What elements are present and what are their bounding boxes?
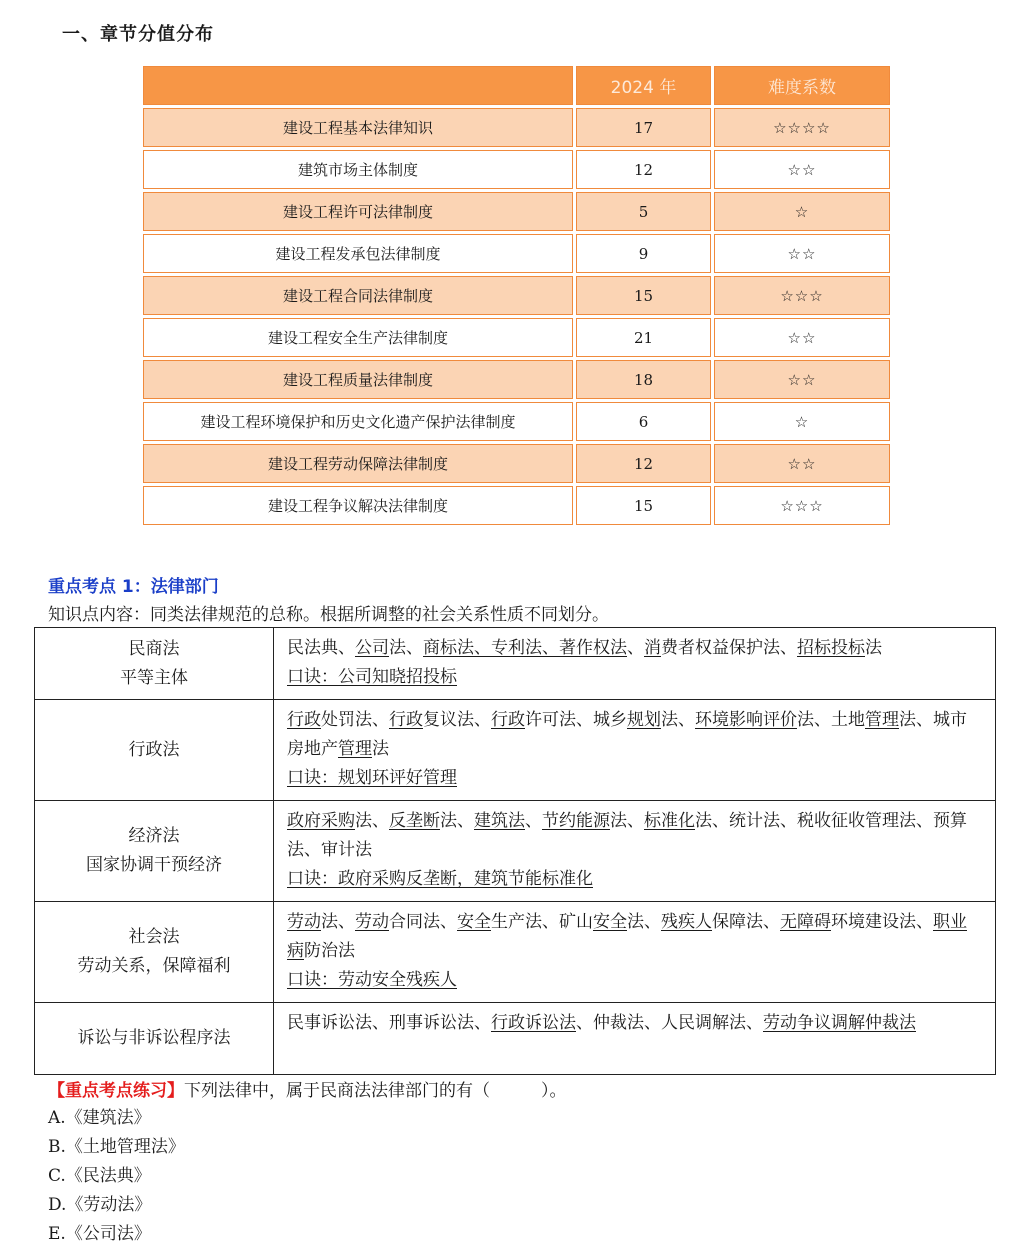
option-b: B.《土地管理法》: [48, 1137, 185, 1157]
score-table-body: [143, 108, 890, 525]
chapter-cell: 建设工程许可法律制度: [143, 192, 573, 231]
question-text: 下列法律中，属于民商法法律部门的有（ ）。: [184, 1081, 567, 1101]
table-row: [143, 444, 890, 483]
category-name: 民商法: [128, 638, 180, 659]
score-cell: 12: [576, 444, 711, 483]
score-cell: 5: [576, 192, 711, 231]
table-row: [143, 108, 890, 147]
content-cell: [274, 1003, 996, 1075]
section-title: 一、章节分值分布: [62, 24, 214, 45]
difficulty-stars: ☆☆☆: [714, 486, 890, 525]
category-name: 经济法: [128, 826, 180, 846]
difficulty-stars: ☆☆: [714, 360, 890, 399]
difficulty-stars: ☆☆: [714, 444, 890, 483]
chapter-cell: 建设工程合同法律制度: [143, 276, 573, 315]
content-cell: [274, 700, 996, 801]
category-cell: [35, 628, 274, 700]
option-e: E.《公司法》: [48, 1224, 151, 1244]
key-point-title: 重点考点 1：法律部门: [48, 577, 219, 597]
difficulty-stars: ☆: [714, 402, 890, 441]
category-name: 诉讼与非诉讼程序法: [77, 1028, 231, 1048]
difficulty-stars: ☆☆: [714, 150, 890, 189]
chapter-cell: 建筑市场主体制度: [143, 150, 573, 189]
category-cell: [35, 902, 274, 1003]
table-row: [143, 276, 890, 315]
chapter-cell: 建设工程安全生产法律制度: [143, 318, 573, 357]
category-note: 劳动关系，保障福利: [77, 956, 231, 976]
score-cell: 21: [576, 318, 711, 357]
table-row: [35, 1003, 996, 1075]
law-department-table: [34, 627, 996, 1075]
score-cell: 18: [576, 360, 711, 399]
category-cell: [35, 1003, 274, 1075]
table-row: [143, 360, 890, 399]
category-name: 行政法: [128, 739, 180, 760]
chapter-cell: 建设工程发承包法律制度: [143, 234, 573, 273]
table-header-row: [143, 66, 890, 105]
key-point-description: 知识点内容：同类法律规范的总称。根据所调整的社会关系性质不同划分。: [48, 605, 609, 625]
category-cell: [35, 801, 274, 902]
chapter-cell: 建设工程质量法律制度: [143, 360, 573, 399]
category-cell: [35, 700, 274, 801]
category-note: 平等主体: [120, 667, 188, 688]
table-row: [35, 700, 996, 801]
mnemonic: 口诀：劳动安全残疾人: [287, 970, 457, 990]
difficulty-stars: ☆: [714, 192, 890, 231]
law-list: 政府采购法、反垄断法、建筑法、节约能源法、标准化法、统计法、税收征收管理法、预算法、审计法: [287, 811, 967, 860]
score-cell: 12: [576, 150, 711, 189]
law-list: 民法典、公司法、商标法、专利法、著作权法、消费者权益保护法、招标投标法: [287, 638, 882, 658]
difficulty-stars: ☆☆: [714, 318, 890, 357]
header-chapter: [143, 66, 573, 105]
option-a: A.《建筑法》: [48, 1108, 151, 1128]
option-list: [48, 1104, 185, 1249]
practice-tag: 【重点考点练习】: [48, 1081, 184, 1101]
table-row: [143, 402, 890, 441]
law-list: 劳动法、劳动合同法、安全生产法、矿山安全法、残疾人保障法、无障碍环境建设法、职业病防治法: [287, 912, 967, 961]
chapter-cell: 建设工程争议解决法律制度: [143, 486, 573, 525]
table-row: [143, 192, 890, 231]
table-row: [143, 234, 890, 273]
chapter-cell: 建设工程环境保护和历史文化遗产保护法律制度: [143, 402, 573, 441]
score-cell: 6: [576, 402, 711, 441]
mnemonic: 口诀：政府采购反垄断，建筑节能标准化: [287, 869, 593, 889]
category-note: 国家协调干预经济: [86, 855, 222, 875]
table-row: [35, 902, 996, 1003]
table-row: [143, 318, 890, 357]
law-list: 民事诉讼法、刑事诉讼法、行政诉讼法、仲裁法、人民调解法、劳动争议调解仲裁法: [287, 1013, 916, 1033]
table-row: [35, 628, 996, 700]
score-cell: 17: [576, 108, 711, 147]
score-distribution-table: [140, 63, 893, 528]
difficulty-stars: ☆☆: [714, 234, 890, 273]
difficulty-stars: ☆☆☆☆: [714, 108, 890, 147]
score-cell: 15: [576, 276, 711, 315]
table-row: [143, 150, 890, 189]
category-name: 社会法: [128, 927, 180, 947]
chapter-cell: 建设工程劳动保障法律制度: [143, 444, 573, 483]
mnemonic: 口诀：规划环评好管理: [287, 768, 457, 788]
content-cell: [274, 628, 996, 700]
header-year: 2024 年: [576, 66, 711, 105]
table-row: [143, 486, 890, 525]
content-cell: [274, 902, 996, 1003]
difficulty-stars: ☆☆☆: [714, 276, 890, 315]
mnemonic: 口诀：公司知晓招投标: [287, 667, 457, 687]
option-d: D.《劳动法》: [48, 1195, 152, 1215]
header-difficulty: 难度系数: [714, 66, 890, 105]
chapter-cell: 建设工程基本法律知识: [143, 108, 573, 147]
law-list: 行政处罚法、行政复议法、行政许可法、城乡规划法、环境影响评价法、土地管理法、城市房地产管理法: [287, 710, 967, 759]
option-c: C.《民法典》: [48, 1166, 151, 1186]
score-cell: 9: [576, 234, 711, 273]
table-row: [35, 801, 996, 902]
practice-question: [48, 1076, 567, 1101]
content-cell: [274, 801, 996, 902]
score-cell: 15: [576, 486, 711, 525]
